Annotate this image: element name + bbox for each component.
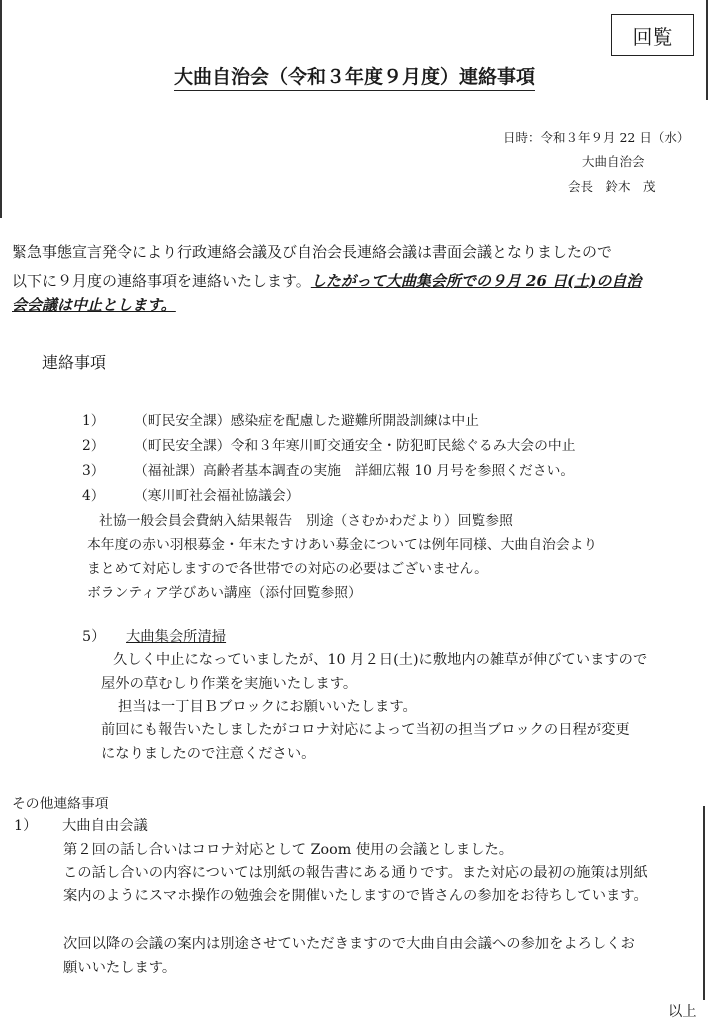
item-number: 5）	[82, 629, 106, 645]
other-line-5: 願いいたします。	[63, 960, 177, 976]
notice-item-1	[82, 409, 479, 429]
section-heading-notices: 連絡事項	[42, 353, 107, 372]
item5-line-2: 屋外の草むしり作業を実施いたします。	[101, 676, 358, 692]
item-number: 2）	[82, 438, 105, 454]
intro-line-1: 緊急事態宣言発令により行政連絡会議及び自治会長連絡会議は書面会議となりましたので	[12, 243, 613, 261]
item5-line-5: になりましたので注意ください。	[101, 746, 316, 762]
notice-item-4	[82, 484, 300, 504]
intro-plain-text: 以下に９月度の連絡事項を連絡いたします。	[12, 272, 311, 290]
circulation-stamp: 回覧	[611, 14, 694, 56]
item-number: 4）	[82, 488, 105, 504]
intro-line-2	[12, 270, 641, 291]
intro-line-3: 会会議は中止とします。	[12, 296, 176, 314]
item-text: （町民安全課）感染症を配慮した避難所開設訓練は中止	[134, 413, 479, 429]
left-border-line	[0, 0, 2, 218]
other-item-1	[14, 815, 148, 835]
closing-text: 以上	[668, 1004, 697, 1020]
item4-detail-2: 本年度の赤い羽根募金・年末たすけあい募金については例年同様、大曲自治会より	[87, 537, 598, 553]
notice-item-2	[82, 434, 576, 454]
item-title: 大曲集会所清掃	[126, 629, 227, 645]
item4-detail-4: ボランティア学びあい講座（添付回覧参照）	[87, 585, 362, 601]
item4-detail-1: 社協一般会員会費納入結果報告 別途（さむかわだより）回覧参照	[99, 513, 513, 529]
item5-line-3: 担当は一丁目Ｂブロックにお願いいたします。	[118, 699, 417, 715]
notice-item-5	[82, 626, 226, 646]
intro-emphasis-text: したがって大曲集会所での９月 26 日(土)の自治	[310, 272, 642, 290]
header-date: 日時：令和３年９月 22 日（水）	[503, 130, 690, 145]
item-title: 大曲自由会議	[62, 818, 148, 834]
header-signer: 会長 鈴木 茂	[568, 179, 656, 194]
other-line-3: 案内のようにスマホ操作の勉強会を開催いたしますので皆さんの参加をお待ちしています。	[63, 888, 648, 904]
item-number: 1）	[14, 818, 38, 834]
document-title: 大曲自治会（令和３年度９月度）連絡事項	[0, 62, 709, 89]
header-org: 大曲自治会	[582, 154, 645, 169]
item5-line-1: 久しく中止になっていましたが、10 月２日(土)に敷地内の雑草が伸びていますので	[113, 652, 648, 668]
item4-detail-3: まとめて対応しますので各世帯での対応の必要はございません。	[87, 561, 488, 577]
notice-item-3	[82, 459, 574, 479]
right-border-line-lower	[703, 806, 705, 1000]
item-number: 1）	[82, 413, 105, 429]
other-line-2: この話し合いの内容については別紙の報告書にある通りです。また対応の最初の施策は別紙	[63, 865, 648, 881]
item-text: （福祉課）高齢者基本調査の実施 詳細広報 10 月号を参照ください。	[134, 463, 575, 479]
item-text: （町民安全課）令和３年寒川町交通安全・防犯町民総ぐるみ大会の中止	[134, 438, 576, 454]
other-line-1: 第２回の話し合いはコロナ対応として Zoom 使用の会議としました。	[63, 842, 514, 858]
item-number: 3）	[82, 463, 105, 479]
section-heading-other: その他連絡事項	[12, 796, 109, 812]
item-text: （寒川町社会福祉協議会）	[134, 488, 300, 504]
item5-line-4: 前回にも報告いたしましたがコロナ対応によって当初の担当ブロックの日程が変更	[101, 722, 630, 738]
other-line-4: 次回以降の会議の案内は別途させていただきますので大曲自由会議への参加をよろしくお	[63, 936, 635, 952]
